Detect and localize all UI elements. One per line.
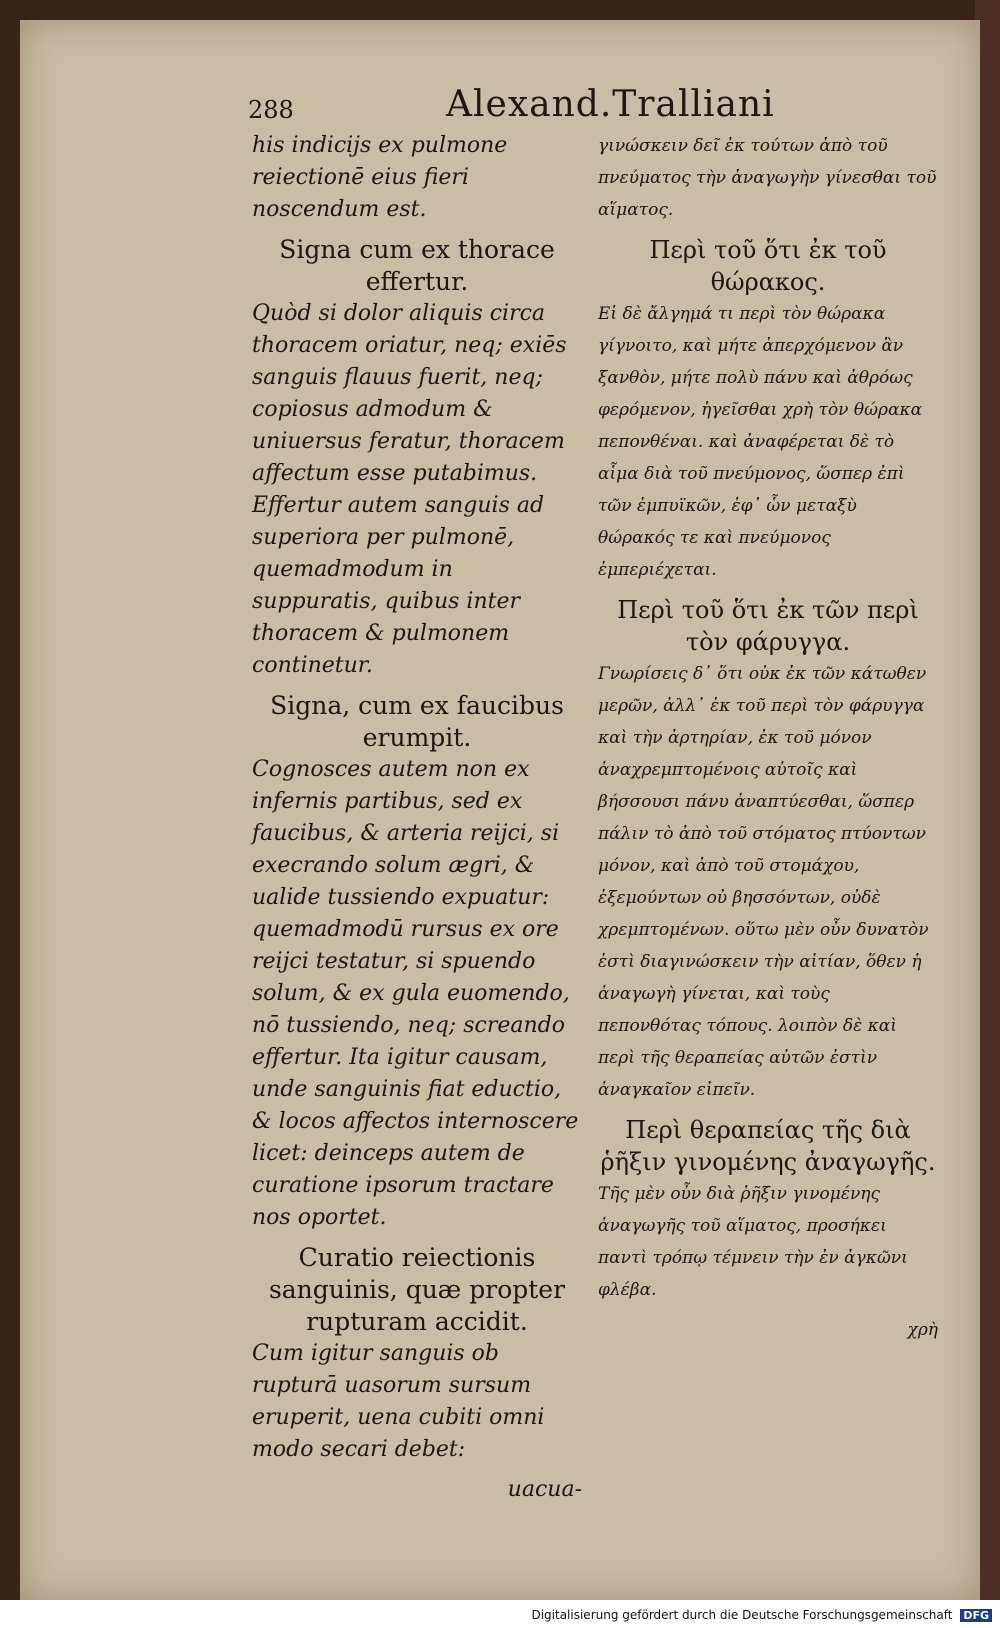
greek-paragraph: Εἰ δὲ ἄλγημά τι περὶ τὸν θώρακα γίγνοιτο, καὶ μήτε ἀπερχόμενον ἂν ξανθὸν, μήτε πολὺ πάνυ καὶ ἀθρόως φερόμενον, ἡγεῖσθαι χρὴ τὸν θώρακα πεπονθέναι. καὶ ἀναφέρεται δὲ τὸ αἷμα διὰ τοῦ πνεύμονος, ὥσπερ ἐπὶ τῶν ἐμπυϊκῶν, ἐφ᾽ ὧν μεταξὺ θώρακός τε καὶ πνεύμονος ἐμπεριέχεται.	[598, 304, 923, 580]
latin-paragraph: Cognosces autem non ex infernis partibus, sed ex faucibus, & arteria reijci, si execrando solum ægri, & ualide tussiendo expuatur: quemadmodū rursus ex ore reijci testatur, si spuendo solum, & ex gula euomendo, nō tussiendo, neq; screando effertur. Ita igitur causam, unde sanguinis fiat eductio, & locos affectos internoscere licet: deinceps autem de curatione ipsorum tractare nos oportet.	[252, 757, 579, 1230]
dfg-logo: DFG	[960, 1609, 992, 1622]
page-number: 288	[248, 96, 294, 124]
greek-paragraph: Τῆς μὲν οὖν διὰ ῥῆξιν γινομένης ἀναγωγῆς τοῦ αἵματος, προσήκει παντὶ τρόπῳ τέμνειν τὴν ἐν ἀγκῶνι φλέβα.	[598, 1184, 908, 1300]
credit-text: Digitalisierung gefördert durch die Deutsche Forschungsgemeinschaft	[531, 1608, 953, 1622]
digitization-credit	[531, 1608, 992, 1622]
greek-column	[598, 130, 938, 1346]
latin-heading: Signa cum ex thorace effertur.	[279, 235, 555, 296]
latin-opening: his indicijs ex pulmone reiectionē eius fieri noscendum est.	[252, 133, 508, 222]
greek-heading: Περὶ τοῦ ὅτι ἐκ τοῦ θώρακος.	[649, 236, 887, 296]
greek-paragraph: Γνωρίσεις δ᾽ ὅτι οὐκ ἐκ τῶν κάτωθεν μερῶν, ἀλλ᾽ ἐκ τοῦ περὶ τὸν φάρυγγα καὶ τὴν ἀρτηρίαν, ἐκ τοῦ μόνον ἀναχρεμπτομένοις αὐτοῖς καὶ βήσσουσι πάνυ ἀναπτύεσθαι, ὥσπερ πάλιν τὸ ἀπὸ τοῦ στόματος πτύοντων μόνον, καὶ ἀπὸ τοῦ στομάχου, ἐξεμούντων οὐ βησσόντων, οὐδὲ χρεμπτομένων. οὕτω μὲν οὖν δυνατὸν ἐστὶ διαγινώσκειν τὴν αἰτίαν, ὅθεν ἡ ἀναγωγὴ γίνεται, καὶ τοὺς πεπονθότας τόπους. λοιπὸν δὲ καὶ περὶ τῆς θεραπείας αὐτῶν ἐστὶν ἀναγκαῖον εἰπεῖν.	[598, 664, 929, 1100]
greek-opening: γινώσκειν δεῖ ἐκ τούτων ἀπὸ τοῦ πνεύματος τὴν ἀναγωγὴν γίνεσθαι τοῦ αἵματος.	[598, 136, 937, 220]
latin-column	[252, 130, 582, 1506]
latin-catchword: uacua-	[507, 1477, 582, 1502]
greek-catchword: χρὴ	[907, 1320, 938, 1340]
greek-heading: Περὶ θεραπείας τῆς διὰ ῥῆξιν γινομένης ἀναγωγῆς.	[600, 1116, 936, 1176]
latin-heading: Signa, cum ex faucibus erumpit.	[270, 691, 564, 752]
latin-paragraph: Cum igitur sanguis ob rupturā uasorum sursum eruperit, uena cubiti omni modo secari debet:	[252, 1341, 545, 1462]
latin-paragraph: Quòd si dolor aliquis circa thoracem oriatur, neq; exiēs sanguis flauus fuerit, neq; copiosus admodum & uniuersus feratur, thoracem affectum esse putabimus. Effertur autem sanguis ad superiora per pulmonē, quemadmodum in suppuratis, quibus inter thoracem & pulmonem continetur.	[252, 301, 567, 678]
latin-heading: Curatio reiectionis sanguinis, quæ propter rupturam accidit.	[268, 1243, 566, 1336]
greek-heading: Περὶ τοῦ ὅτι ἐκ τῶν περὶ τὸν φάρυγγα.	[617, 596, 919, 656]
running-title: Alexand.Tralliani	[446, 84, 775, 125]
